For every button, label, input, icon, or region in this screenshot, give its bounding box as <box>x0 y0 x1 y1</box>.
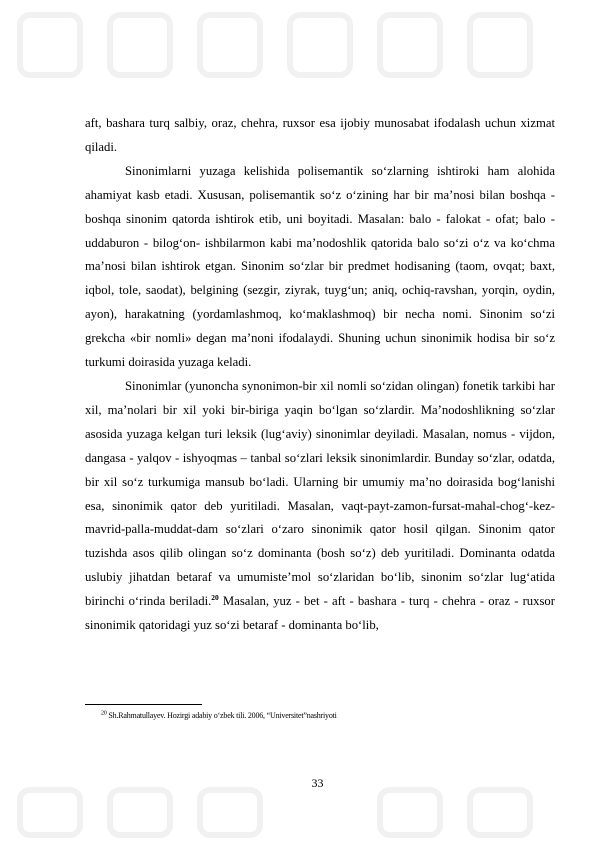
paragraph-synonyms-tail: Masalan, yuz - bet - aft - bashara - turq - chehra - oraz - ruxsor sinonimik qatoridagi yuz so‘zi betaraf - dominanta bo‘lib, <box>85 594 555 633</box>
paragraph-synonyms-text: Sinonimlar (yunoncha synonimon-bir xil nomli so‘zidan olingan) fonetik tarkibi har xil, ma’nolari bir xil yoki bir-biriga yaqin bo‘lgan so‘zlardir. Ma’nodoshlikning so‘zlar asosida yuzaga kelgan turi leksik (lug‘aviy) sinonimlar deyiladi. Masalan, nomus - vijdon, dangasa - yalqov - ishyoqmas – tanbal so‘zlari leksik sinonimlardir. Bunday so‘zlar, odatda, bir xil so‘z turkumiga mansub bo‘ladi. Ularning bir umumiy ma’no doirasida bog‘lanishi esa, sinonimik qator deb yuritiladi. Masalan, vaqt-payt-zamon-fursat-mahal-chog‘-kez-mavrid-palla-muddat-dam so‘zlari o‘zaro sinonimik qator hosil qilgan. Sinonim qator tuzishda asos qilib olingan so‘z dominanta (bosh so‘z) deb yuritiladi. Dominanta odatda uslubiy jihatdan betaraf va umumiste’mol so‘zlaridan bo‘lib, sinonim so‘zlar lug‘atida birinchi o‘rinda beriladi. <box>85 378 555 609</box>
page-number: 33 <box>311 776 324 790</box>
footnote-text: Sh.Rahmatullayev. Hozirgi adabiy o‘zbek tili. 2006, “Universitet”nashriyoti <box>106 711 337 720</box>
footnote <box>101 710 541 722</box>
footnote-reference: 20 <box>211 592 219 602</box>
body-text <box>85 112 555 638</box>
footnote-mark: 20 <box>101 710 107 717</box>
paragraph-synonyms <box>85 375 555 638</box>
footnote-separator <box>85 704 202 705</box>
paragraph-polysemantic: Sinonimlarni yuzaga kelishida polisemantik so‘zlarning ishtiroki ham alohida ahamiyat kasb etadi. Xususan, polisemantik so‘z o‘zining har bir ma’nosi bilan boshqa - boshqa sinonim qatorda ishtirok etib, uni boyitadi. Masalan: balo - falokat - ofat; balo - uddaburon - bilog‘on- ishbilarmon kabi ma’nodoshlik qatorida balo so‘zi o‘z va ko‘chma ma’nosi bilan ishtirok etgan. Sinonim so‘zlar bir predmet hodisaning (taom, ovqat; baxt, iqbol, tole, saodat), belgining (sezgir, ziyrak, tuyg‘un; aniq, ochiq-ravshan, yorqin, oydin, ayon), harakatning (yordamlashmoq, ko‘maklashmoq) bir necha nomi. Sinonim so‘zi grekcha «bir nomli» degan ma’noni ifodalaydi. Shuning uchun sinonimik hodisa bir so‘z turkumi doirasida yuzaga keladi. <box>85 163 555 370</box>
paragraph-continuation: aft, bashara turq salbiy, oraz, chehra, ruxsor esa ijobiy munosabat ifodalash uchun xizmat qiladi. <box>85 116 555 154</box>
